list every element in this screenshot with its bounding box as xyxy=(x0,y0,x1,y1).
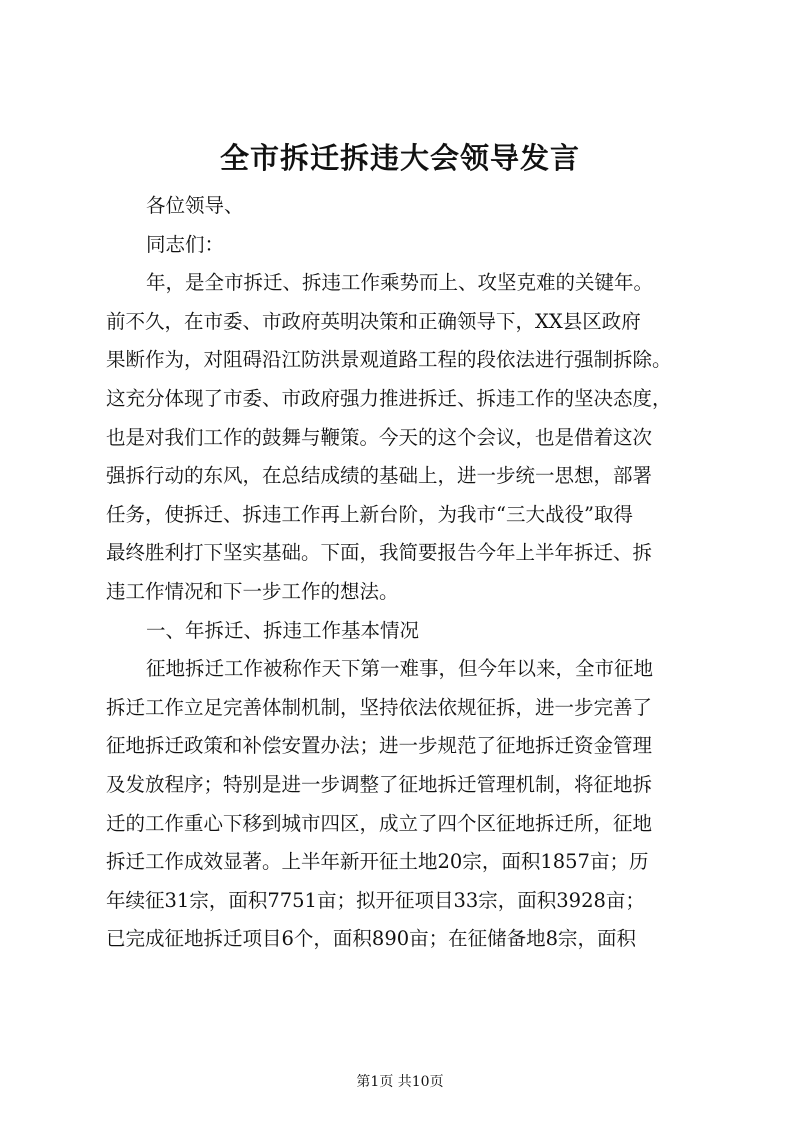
paragraph-line: 任务，使拆迁、拆违工作再上新台阶，为我市“三大战役”取得 xyxy=(106,502,633,526)
document-title: 全市拆迁拆违大会领导发言 xyxy=(219,141,580,175)
paragraph-line: 及发放程序；特别是进一步调整了征地拆迁管理机制，将征地拆 xyxy=(106,772,653,796)
paragraph-line: 违工作情况和下一步工作的想法。 xyxy=(106,579,399,603)
paragraph-line: 年续征31宗，面积7751亩；拟开征项目33宗，面积3928亩； xyxy=(106,888,645,912)
paragraph-line: 征地拆迁工作被称作天下第一难事，但今年以来，全市征地 xyxy=(146,657,654,681)
paragraph-line: 已完成征地拆迁项目6个，面积890亩；在征储备地8宗，面积 xyxy=(106,927,637,951)
paragraph-line: 强拆行动的东风，在总结成绩的基础上，进一步统一思想，部署 xyxy=(106,464,653,488)
salutation-line: 各位领导、 xyxy=(146,194,244,217)
paragraph-line: 也是对我们工作的鼓舞与鞭策。今天的这个会议，也是借着这次 xyxy=(106,425,653,449)
page-footer: 第1页 共10页 xyxy=(356,1074,444,1090)
paragraph-line: 拆迁工作立足完善体制机制，坚持依法依规征拆，进一步完善了 xyxy=(106,695,653,719)
paragraph-line: 拆迁工作成效显著。上半年新开征土地20宗，面积1857亩；历 xyxy=(106,850,649,874)
paragraph-line: 迁的工作重心下移到城市四区，成立了四个区征地拆迁所，征地 xyxy=(106,811,653,835)
section-heading: 一、年拆迁、拆违工作基本情况 xyxy=(146,618,420,642)
salutation-line: 同志们： xyxy=(146,232,225,256)
paragraph-line: 前不久，在市委、市政府英明决策和正确领导下，XX县区政府 xyxy=(106,309,641,333)
paragraph-line: 最终胜利打下坚实基础。下面，我简要报告今年上半年拆迁、拆 xyxy=(106,541,653,565)
document-body xyxy=(106,187,706,959)
paragraph-line: 年，是全市拆迁、拆违工作乘势而上、攻坚克难的关键年。 xyxy=(146,271,654,295)
paragraph-line: 这充分体现了市委、市政府强力推进拆迁、拆违工作的坚决态度， xyxy=(106,386,672,410)
paragraph-line: 征地拆迁政策和补偿安置办法；进一步规范了征地拆迁资金管理 xyxy=(106,734,653,758)
paragraph-line: 果断作为，对阻碍沿江防洪景观道路工程的段依法进行强制拆除。 xyxy=(106,348,672,372)
